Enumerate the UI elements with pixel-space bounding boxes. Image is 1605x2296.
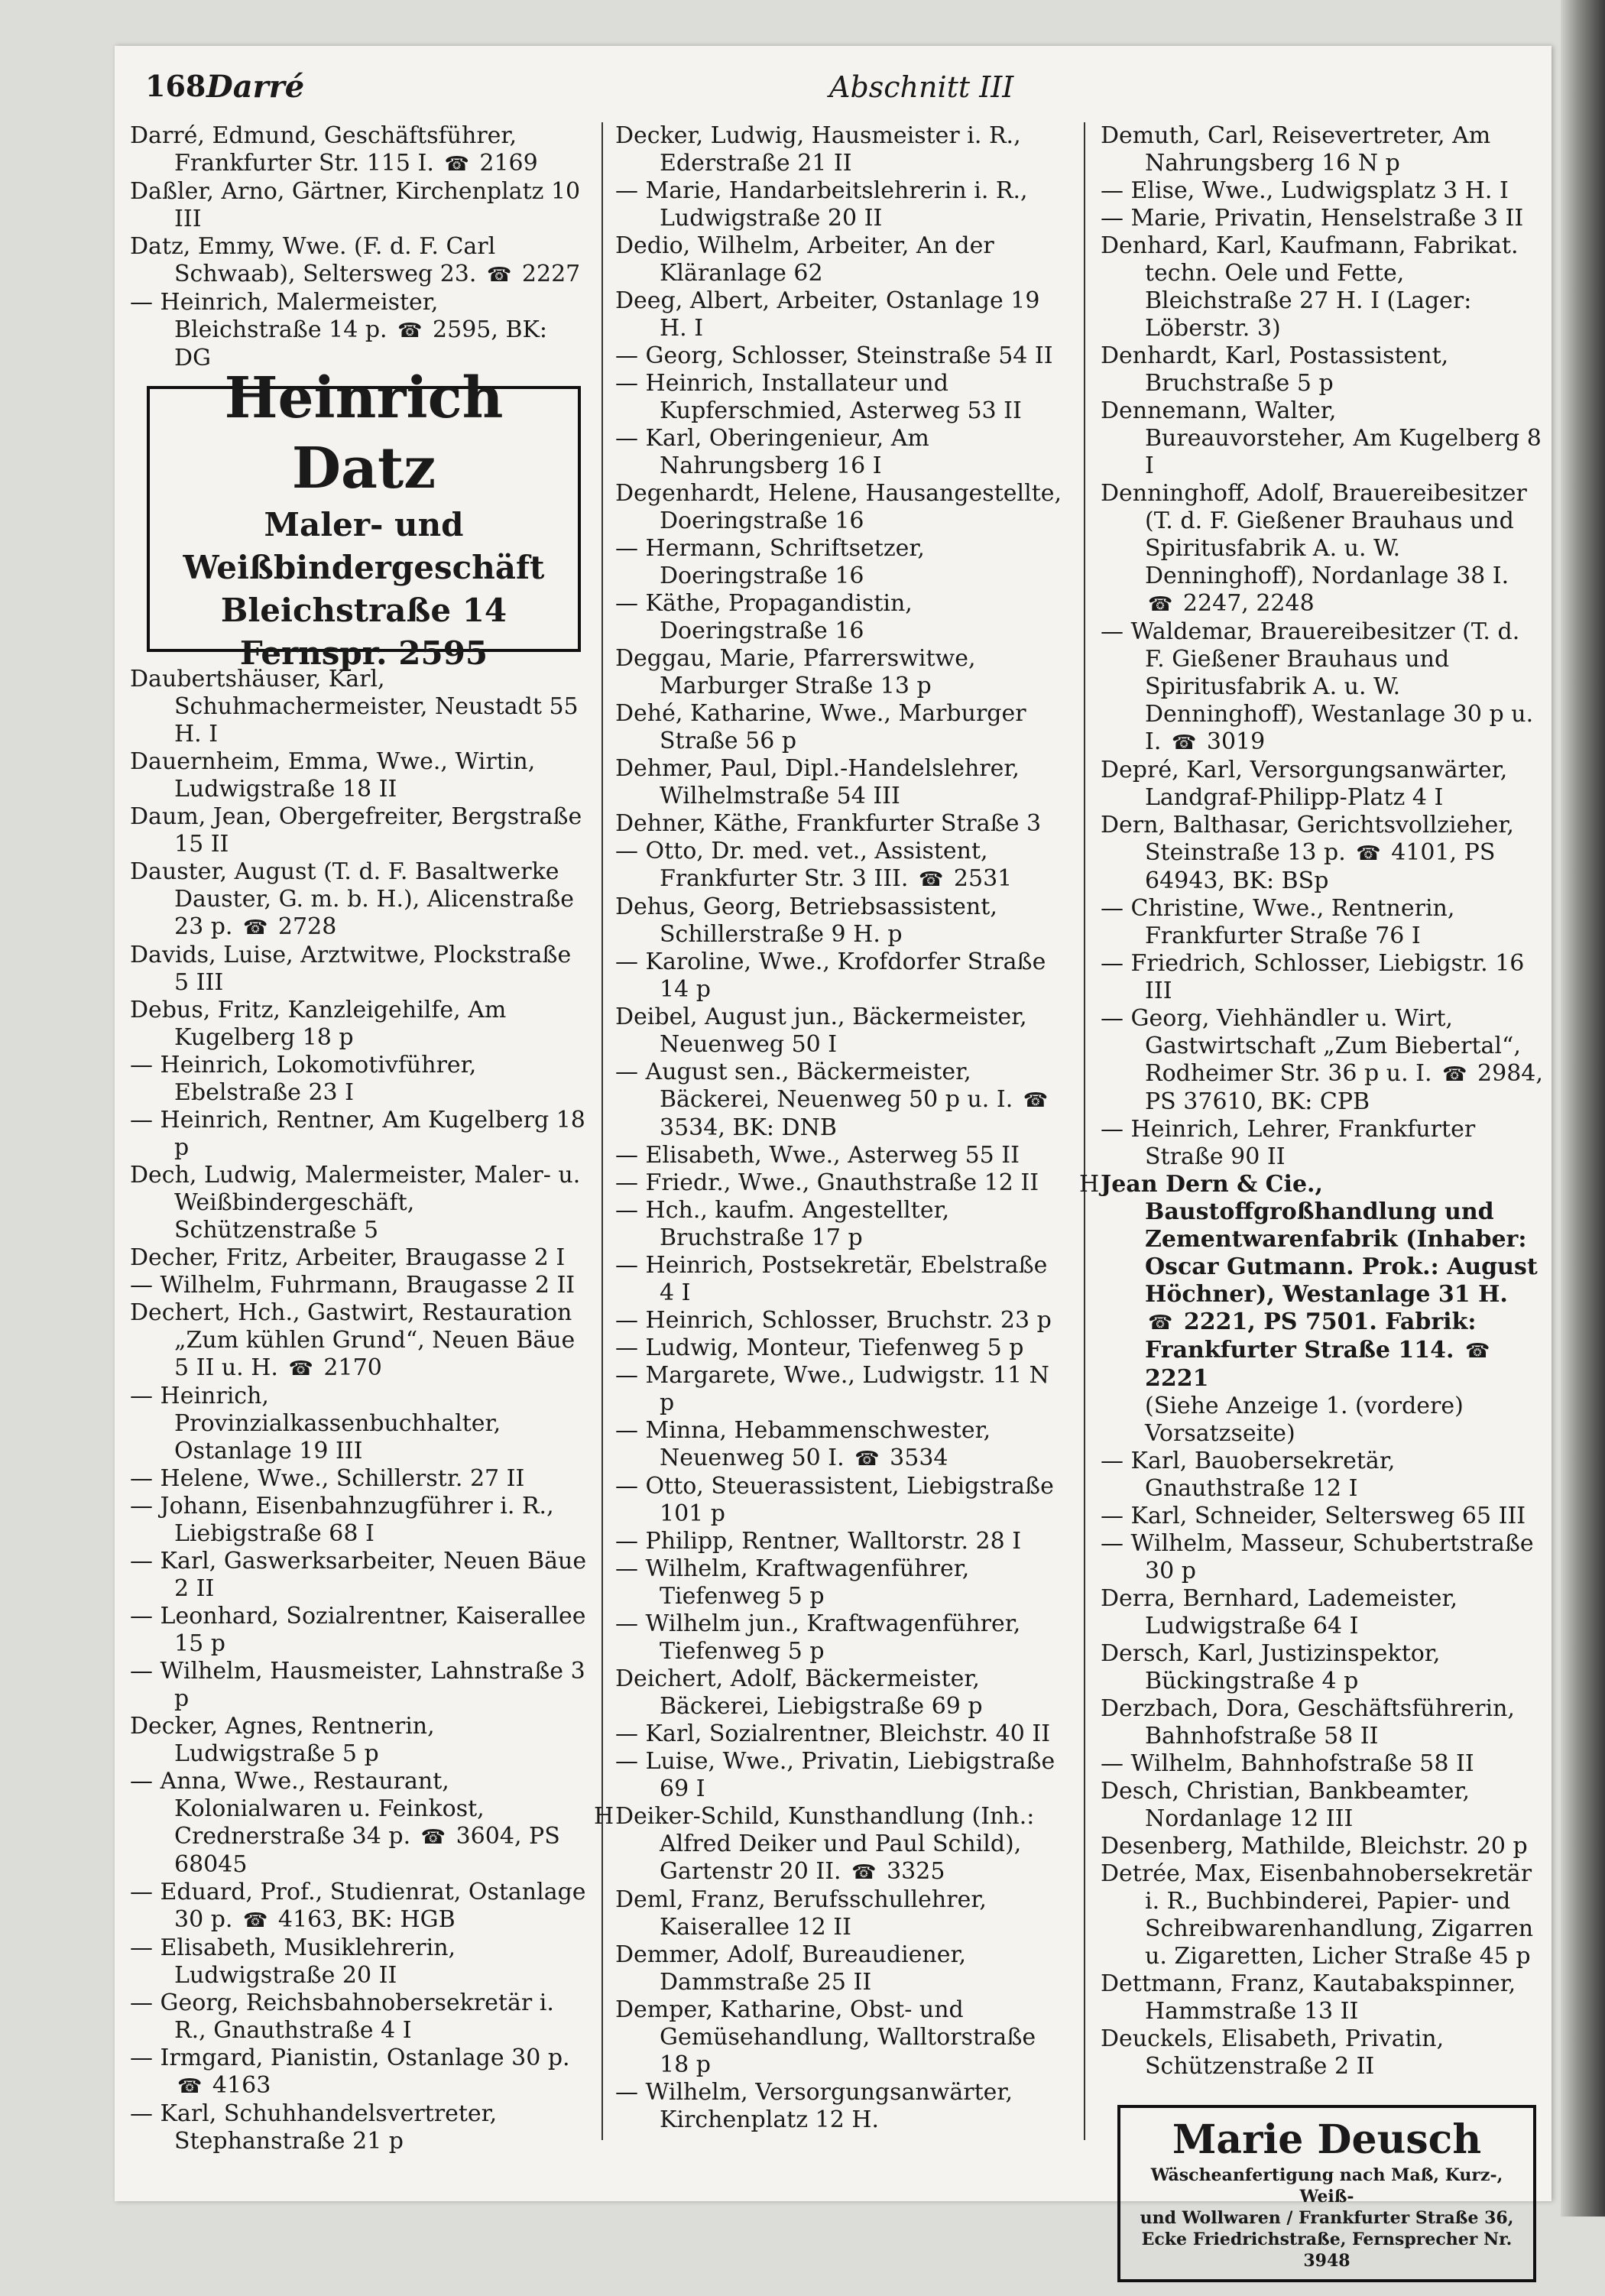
directory-entry: — Leonhard, Sozialrentner, Kaiserallee 15 p: [130, 1603, 586, 1657]
advertisement-name: Marie Deusch: [1172, 2116, 1482, 2163]
advertisement-marie-deusch: [1117, 2105, 1536, 2282]
directory-entry: — Wilhelm, Kraftwagenführer, Tiefenweg 5 p: [615, 1555, 970, 1610]
telephone-icon: ☎: [851, 1861, 877, 1884]
telephone-icon: ☎: [1171, 731, 1197, 754]
advertisement-line: Bleichstraße 14: [220, 592, 507, 629]
directory-entry: Dennemann, Walter, Bureauvorsteher, Am Kugelberg 8 I: [1101, 397, 1542, 479]
directory-entry: Dehner, Käthe, Frankfurter Straße 3: [615, 810, 1042, 837]
directory-entry: — Wilhelm, Masseur, Schubertstraße 30 p: [1101, 1530, 1534, 1584]
directory-entry: — Otto, Steuerassistent, Liebigstraße 101 p: [615, 1473, 1054, 1527]
directory-entry: — Georg, Reichsbahnobersekretär i. R., Gnauthstraße 4 I: [130, 1990, 554, 2044]
directory-entry: — Georg, Viehhändler u. Wirt, Gastwirtschaft „Zum Biebertal“, Rodheimer Str. 36 p u. I. ☎ 2984, PS 37610, BK: CPB: [1101, 1005, 1543, 1115]
column-divider: [601, 122, 603, 2140]
directory-entry: HJean Dern & Cie., Baustoffgroßhandlung und Zementwarenfabrik (Inhaber: Oscar Gutmann. Prok.: August Höchner), Westanlage 31 H. ☎ 2221, PS 7501. Fabrik: Frankfurter Straße 114. ☎ 2221: [1079, 1171, 1538, 1392]
advertisement-line: Wäscheanfertigung nach Maß, Kurz-, Weiß-: [1150, 2165, 1503, 2207]
directory-entry: Datz, Emmy, Wwe. (F. d. F. Carl Schwaab), Seltersweg 23. ☎ 2227: [130, 233, 581, 287]
directory-entry: — Heinrich, Lehrer, Frankfurter Straße 90 II: [1101, 1116, 1476, 1170]
directory-entry: — Karoline, Wwe., Krofdorfer Straße 14 p: [615, 949, 1046, 1003]
directory-entry: — Anna, Wwe., Restaurant, Kolonialwaren u. Feinkost, Crednerstraße 34 p. ☎ 3604, PS 68045: [130, 1768, 560, 1878]
telephone-icon: ☎: [288, 1357, 313, 1380]
directory-entry: — Elisabeth, Musiklehrerin, Ludwigstraße 20 II: [130, 1934, 456, 1989]
directory-entry: Dauernheim, Emma, Wwe., Wirtin, Ludwigstraße 18 II: [130, 748, 536, 803]
directory-entry: — Karl, Schneider, Seltersweg 65 III: [1101, 1503, 1526, 1529]
directory-entry: — Elisabeth, Wwe., Asterweg 55 II: [615, 1142, 1020, 1169]
directory-entry: Dehus, Georg, Betriebsassistent, Schillerstraße 9 H. p: [615, 893, 997, 948]
telephone-icon: ☎: [397, 319, 423, 342]
directory-entry: — Waldemar, Brauereibesitzer (T. d. F. Gießener Brauhaus und Spiritusfabrik A. u. W. Denninghoff), Westanlage 30 p u. I. ☎ 3019: [1101, 618, 1534, 755]
directory-entry: — Heinrich, Installateur und Kupferschmied, Asterweg 53 II: [615, 370, 1022, 424]
telephone-icon: ☎: [1148, 593, 1173, 616]
directory-entry: — August sen., Bäckermeister, Bäckerei, Neuenweg 50 p u. I. ☎ 3534, BK: DNB: [615, 1059, 1049, 1141]
telephone-icon: ☎: [854, 1448, 880, 1471]
directory-entry: — Elise, Wwe., Ludwigsplatz 3 H. I: [1101, 177, 1509, 204]
directory-entry: — Wilhelm, Fuhrmann, Braugasse 2 II: [130, 1272, 576, 1299]
advertisement-line: Fernspr. 2595: [239, 634, 488, 672]
column-3: [1079, 122, 1544, 2296]
directory-entry: — Georg, Schlosser, Steinstraße 54 II: [615, 342, 1053, 369]
directory-entry: Dehmer, Paul, Dipl.-Handelslehrer, Wilhelmstraße 54 III: [615, 755, 1020, 809]
directory-entry: Dehé, Katharine, Wwe., Marburger Straße 56 p: [615, 700, 1026, 754]
directory-entry: Demper, Katharine, Obst- und Gemüsehandlung, Walltorstraße 18 p: [615, 1996, 1036, 2078]
directory-entry: HDeiker-Schild, Kunsthandlung (Inh.: Alfred Deiker und Paul Schild), Gartenstr 20 II. ☎ 3325: [594, 1803, 1035, 1885]
directory-entry: — Wilhelm, Bahnhofstraße 58 II: [1101, 1750, 1474, 1777]
directory-note: (Siehe Anzeige 1. (vordere) Vorsatzseite): [1145, 1393, 1464, 1447]
directory-entry: Debus, Fritz, Kanzleigehilfe, Am Kugelberg 18 p: [130, 997, 507, 1051]
telephone-icon: ☎: [1442, 1063, 1467, 1086]
directory-entry: Dech, Ludwig, Malermeister, Maler- u. Weißbindergeschäft, Schützenstraße 5: [130, 1162, 581, 1244]
directory-entry: Decker, Agnes, Rentnerin, Ludwigstraße 5 p: [130, 1713, 435, 1767]
entry-marker: H: [594, 1803, 614, 1830]
telephone-icon: ☎: [243, 1909, 268, 1932]
directory-entry: Deggau, Marie, Pfarrerswitwe, Marburger Straße 13 p: [615, 645, 976, 699]
telephone-icon: ☎: [1023, 1089, 1049, 1112]
directory-entry: — Heinrich, Malermeister, Bleichstraße 14 p. ☎ 2595, BK: DG: [130, 289, 548, 371]
directory-entry: — Marie, Privatin, Henselstraße 3 II: [1101, 205, 1524, 232]
directory-entry: Daubertshäuser, Karl, Schuhmachermeister, Neustadt 55 H. I: [130, 666, 579, 747]
telephone-icon: ☎: [243, 916, 268, 939]
directory-entry: Dechert, Hch., Gastwirt, Restauration „Zum kühlen Grund“, Neuen Bäue 5 II u. H. ☎ 2170: [130, 1299, 576, 1381]
directory-entry: — Eduard, Prof., Studienrat, Ostanlage 30 p. ☎ 4163, BK: HGB: [130, 1879, 586, 1933]
directory-entry: — Helene, Wwe., Schillerstr. 27 II: [130, 1465, 525, 1492]
telephone-icon: ☎: [918, 868, 944, 891]
telephone-icon: ☎: [486, 264, 512, 287]
directory-entry: — Friedr., Wwe., Gnauthstraße 12 II: [615, 1169, 1039, 1196]
directory-entry: — Otto, Dr. med. vet., Assistent, Frankfurter Str. 3 III. ☎ 2531: [615, 838, 1013, 892]
directory-entry: — Wilhelm jun., Kraftwagenführer, Tiefenweg 5 p: [615, 1610, 1021, 1665]
directory-entry: — Wilhelm, Hausmeister, Lahnstraße 3 p: [130, 1658, 585, 1712]
directory-entry: — Heinrich, Lokomotivführer, Ebelstraße 23 I: [130, 1052, 477, 1106]
directory-entry: Desenberg, Mathilde, Bleichstr. 20 p: [1101, 1833, 1528, 1860]
directory-entry: — Heinrich, Schlosser, Bruchstr. 23 p: [615, 1307, 1052, 1334]
directory-entry: — Heinrich, Postsekretär, Ebelstraße 4 I: [615, 1252, 1048, 1306]
directory-entry: Deichert, Adolf, Bäckermeister, Bäckerei, Liebigstraße 69 p: [615, 1665, 983, 1720]
directory-entry: Dauster, August (T. d. F. Basaltwerke Dauster, G. m. b. H.), Alicenstraße 23 p. ☎ 2728: [130, 858, 575, 940]
directory-entry: Daßler, Arno, Gärtner, Kirchenplatz 10 III: [130, 178, 581, 232]
directory-entry: — Ludwig, Monteur, Tiefenweg 5 p: [615, 1334, 1024, 1361]
directory-entry: Derra, Bernhard, Lademeister, Ludwigstraße 64 I: [1101, 1585, 1458, 1639]
directory-entry: Derzbach, Dora, Geschäftsführerin, Bahnhofstraße 58 II: [1101, 1695, 1515, 1750]
page-number: 168: [145, 69, 206, 103]
directory-entry: — Irmgard, Pianistin, Ostanlage 30 p. ☎ 4163: [130, 2045, 570, 2099]
advertisement-name: Heinrich Datz: [224, 365, 504, 501]
directory-entry: Detrée, Max, Eisenbahnobersekretär i. R., Buchbinderei, Papier- und Schreibwarenhandlung, Zigarren u. Zigaretten, Licher Straße 45 p: [1101, 1860, 1534, 1970]
directory-entry: Davids, Luise, Arztwitwe, Plockstraße 5 III: [130, 942, 572, 996]
telephone-icon: ☎: [1148, 1312, 1173, 1334]
directory-entry: — Heinrich, Rentner, Am Kugelberg 18 p: [130, 1107, 585, 1161]
telephone-icon: ☎: [177, 2075, 203, 2098]
directory-entry: — Christine, Wwe., Rentnerin, Frankfurter Straße 76 I: [1101, 895, 1455, 949]
entry-marker: H: [1079, 1171, 1100, 1198]
directory-entry: Dettmann, Franz, Kautabakspinner, Hammstraße 13 II: [1101, 1970, 1516, 2025]
directory-entry: — Käthe, Propagandistin, Doeringstraße 16: [615, 590, 913, 644]
directory-entry: Desch, Christian, Bankbeamter, Nordanlage 12 III: [1101, 1778, 1470, 1832]
page-header: [145, 69, 1521, 122]
advertisement-line: und Wollwaren / Frankfurter Straße 36,: [1140, 2208, 1514, 2228]
directory-entry: Deml, Franz, Berufsschullehrer, Kaiserallee 12 II: [615, 1886, 987, 1941]
section-title: Abschnitt III: [829, 70, 1014, 104]
directory-entry: — Wilhelm, Versorgungsanwärter, Kirchenplatz 12 H.: [615, 2079, 1013, 2133]
directory-entry: — Karl, Gaswerksarbeiter, Neuen Bäue 2 II: [130, 1548, 587, 1602]
page-edge-shadow: [1561, 0, 1605, 2217]
directory-entry: — Johann, Eisenbahnzugführer i. R., Liebigstraße 68 I: [130, 1493, 554, 1547]
directory-entry: — Hermann, Schriftsetzer, Doeringstraße 16: [615, 535, 925, 589]
directory-entry: Depré, Karl, Versorgungsanwärter, Landgraf-Philipp-Platz 4 I: [1101, 757, 1508, 811]
directory-entry: Deeg, Albert, Arbeiter, Ostanlage 19 H. I: [615, 287, 1040, 342]
directory-entry: Dern, Balthasar, Gerichtsvollzieher, Steinstraße 13 p. ☎ 4101, PS 64943, BK: BSp: [1101, 812, 1514, 894]
directory-page: [115, 46, 1552, 2271]
directory-entry: Deibel, August jun., Bäckermeister, Neuenweg 50 I: [615, 1004, 1027, 1058]
directory-entry: Denninghoff, Adolf, Brauereibesitzer (T. d. F. Gießener Brauhaus und Spiritusfabrik A. u. W. Denninghoff), Nordanlage 38 I. ☎ 2247, 2248: [1101, 480, 1527, 617]
directory-entry: Dedio, Wilhelm, Arbeiter, An der Kläranlage 62: [615, 232, 994, 287]
directory-entry: Denhard, Karl, Kaufmann, Fabrikat. techn. Oele und Fette, Bleichstraße 27 H. I (Lager: Löberstr. 3): [1101, 232, 1519, 342]
directory-entry: Denhardt, Karl, Postassistent, Bruchstraße 5 p: [1101, 342, 1449, 397]
column-1: [130, 122, 588, 2155]
directory-entry: — Margarete, Wwe., Ludwigstr. 11 N p: [615, 1362, 1049, 1416]
running-head: Darré: [206, 69, 305, 105]
directory-entry: Demuth, Carl, Reisevertreter, Am Nahrungsberg 16 N p: [1101, 122, 1491, 177]
directory-entry: Dersch, Karl, Justizinspektor, Bückingstraße 4 p: [1101, 1640, 1441, 1694]
directory-entry: — Heinrich, Provinzialkassenbuchhalter, Ostanlage 19 III: [130, 1383, 501, 1464]
telephone-icon: ☎: [1464, 1340, 1490, 1363]
directory-entry: — Hch., kaufm. Angestellter, Bruchstraße 17 p: [615, 1197, 950, 1251]
directory-entry: — Karl, Sozialrentner, Bleichstr. 40 II: [615, 1720, 1051, 1747]
directory-entry: Daum, Jean, Obergefreiter, Bergstraße 15 II: [130, 803, 582, 858]
directory-entry: — Karl, Bauobersekretär, Gnauthstraße 12 I: [1101, 1448, 1396, 1502]
directory-entry: Darré, Edmund, Geschäftsführer, Frankfurter Str. 115 I. ☎ 2169: [130, 122, 538, 177]
telephone-icon: ☎: [444, 153, 469, 176]
directory-entry: — Karl, Schuhhandelsvertreter, Stephanstraße 21 p: [130, 2100, 498, 2155]
advertisement-line: Ecke Friedrichstraße, Fernsprecher Nr. 3948: [1141, 2230, 1513, 2271]
advertisement-line: Maler- und Weißbindergeschäft: [183, 506, 545, 586]
directory-entry: — Philipp, Rentner, Walltorstr. 28 I: [615, 1528, 1022, 1555]
directory-entry: — Luise, Wwe., Privatin, Liebigstraße 69 I: [615, 1748, 1055, 1802]
directory-entry: Degenhardt, Helene, Hausangestellte, Doeringstraße 16: [615, 480, 1062, 534]
telephone-icon: ☎: [420, 1826, 446, 1849]
directory-entry: — Karl, Oberingenieur, Am Nahrungsberg 16 I: [615, 425, 929, 479]
column-2: [594, 122, 1066, 2134]
column-divider: [1084, 122, 1085, 2140]
telephone-icon: ☎: [1356, 842, 1381, 865]
directory-entry: — Friedrich, Schlosser, Liebigstr. 16 III: [1101, 950, 1525, 1004]
advertisement-heinrich-datz: [147, 365, 581, 672]
directory-entry: Demmer, Adolf, Bureaudiener, Dammstraße 25 II: [615, 1941, 967, 1996]
directory-entry: Deuckels, Elisabeth, Privatin, Schützenstraße 2 II: [1101, 2025, 1444, 2080]
directory-entry: — Minna, Hebammenschwester, Neuenweg 50 I. ☎ 3534: [615, 1417, 991, 1471]
directory-entry: — Marie, Handarbeitslehrerin i. R., Ludwigstraße 20 II: [615, 177, 1028, 232]
directory-entry: Decher, Fritz, Arbeiter, Braugasse 2 I: [130, 1244, 566, 1271]
directory-entry: Decker, Ludwig, Hausmeister i. R., Ederstraße 21 II: [615, 122, 1021, 177]
